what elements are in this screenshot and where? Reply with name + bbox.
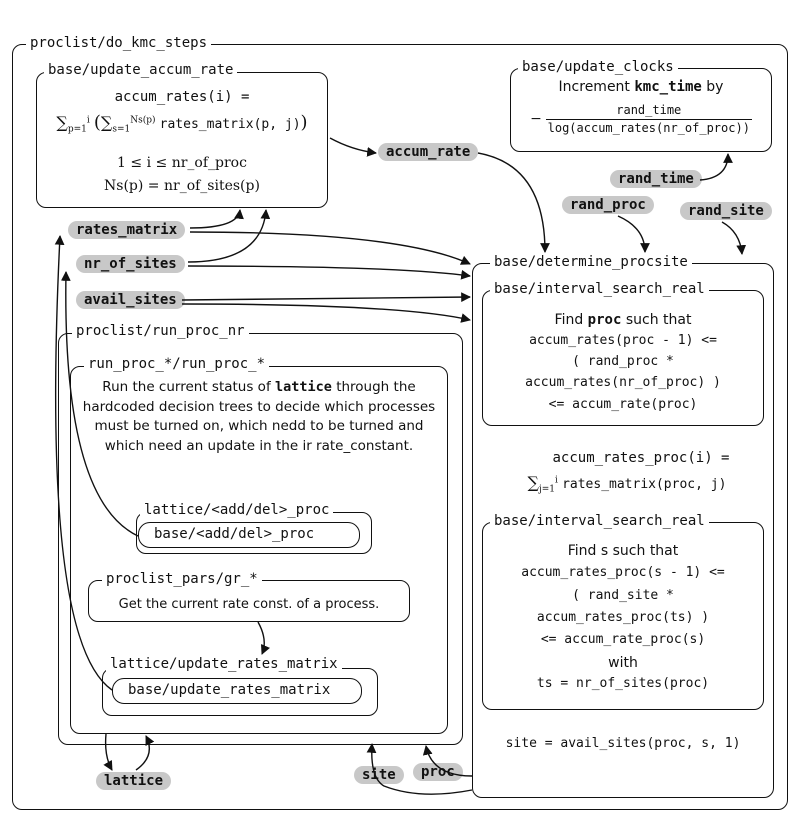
search2-l3: ( rand_site * [572, 588, 674, 603]
search1-l4: accum_rates(nr_of_proc) ) [525, 375, 721, 390]
pill-rand-proc: rand_proc [562, 196, 654, 214]
search2-title: base/interval_search_real [490, 513, 709, 529]
search1-l1: Find proc such that [554, 312, 692, 328]
accum-line2: $\sum_{p=1}^i$ ($\sum_{s=1}^{Ns(p)}$ rates_matrix(p, j)) [56, 112, 308, 135]
pill-nr-of-sites: nr_of_sites [76, 255, 185, 273]
gr-desc: Get the current rate const. of a process. [118, 597, 380, 612]
pill-rand-site: rand_site [680, 202, 772, 220]
pill-site: site [354, 766, 404, 784]
mid-l1: accum_rates_proc(i) = [552, 450, 730, 466]
clocks-line1: Increment kmc_time by [558, 79, 724, 95]
base-urm-label: base/update_rates_matrix [128, 682, 331, 698]
search2-l2: accum_rates_proc(s - 1) <= [521, 565, 725, 580]
pill-rates-matrix: rates_matrix [68, 221, 185, 239]
lattice-urm-title: lattice/update_rates_matrix [106, 656, 342, 672]
update-accum-title: base/update_accum_rate [44, 62, 237, 78]
search1-l2: accum_rates(proc - 1) <= [529, 333, 717, 348]
search1-l3: ( rand_proc * [572, 354, 674, 369]
search2-l4: accum_rates_proc(ts) ) [536, 610, 710, 625]
pill-avail-sites: avail_sites [76, 291, 185, 309]
run-proc-inner-title: run_proc_*/run_proc_* [84, 356, 269, 372]
determine-title: base/determine_procsite [490, 254, 692, 270]
accum-line1: accum_rates(i) = [114, 89, 250, 105]
lattice-proc-title: lattice/<add/del>_proc [140, 502, 333, 518]
mid-l2: $\sum_{j=1}^i$ rates_matrix(proc, j) [527, 473, 727, 495]
search2-l6: with [608, 655, 638, 671]
run-proc-desc: Run the current status of lattice through the hardcoded decision trees to decide which processes must be turned on, which nedd to be turned and which need an update in the ir rate_constant. [82, 379, 436, 454]
search1-title: base/interval_search_real [490, 281, 709, 297]
pill-accum-rate: accum_rate [378, 143, 478, 161]
base-proc-label: base/<add/del>_proc [154, 526, 315, 542]
search2-l7: ts = nr_of_sites(proc) [536, 676, 710, 691]
search2-l1: Find s such that [567, 543, 679, 559]
run-proc-nr-title: proclist/run_proc_nr [72, 323, 249, 339]
pill-proc: proc [413, 763, 463, 781]
pill-lattice: lattice [96, 772, 171, 790]
outer-title: proclist/do_kmc_steps [26, 35, 211, 51]
update-clocks-title: base/update_clocks [518, 59, 678, 75]
pill-rand-time: rand_time [610, 170, 702, 188]
site-assignment: site = avail_sites(proc, s, 1) [505, 736, 741, 751]
clocks-fraction: − $\frac{\text{rand\_time}}{\text{log(accum\_rates(nr\_of\_proc))}}$ [530, 103, 750, 135]
accum-line3: 1 ≤ i ≤ nr_of_proc [117, 155, 247, 171]
search2-l5: <= accum_rate_proc(s) [540, 632, 706, 647]
search1-l5: <= accum_rate(proc) [548, 397, 698, 412]
accum-line4: Ns(p) = nr_of_sites(p) [104, 178, 260, 194]
gr-title: proclist_pars/gr_* [102, 571, 262, 587]
